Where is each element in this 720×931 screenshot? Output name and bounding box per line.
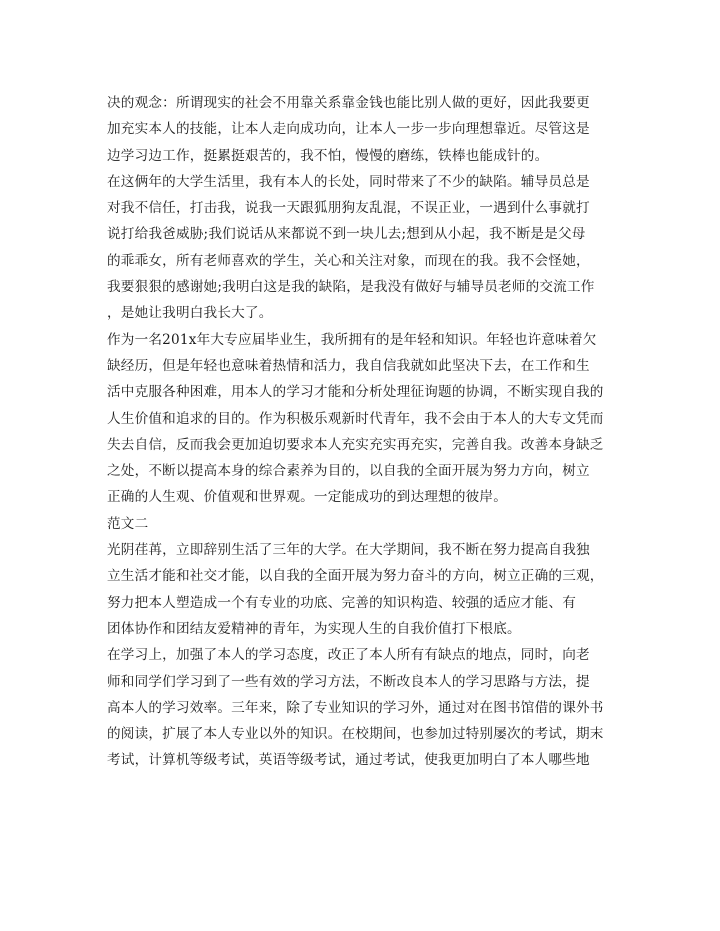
text-line: 光阴荏苒，立即辞别生活了三年的大学。在大学期间，我不断在努力提高自我独 (107, 542, 590, 559)
text-line: 高本人的学习效率。三年来，除了专业知识的学习外，通过对在图书馆借的课外书 (107, 699, 604, 716)
text-line: 作为一名201x年大专应届毕业生，我所拥有的是年轻和知识。年轻也许意味着欠 (107, 331, 597, 348)
text-line: 之处，不断以提高本身的综合素养为目的，以自我的全面开展为努力方向，树立 (107, 463, 590, 480)
text-line: 加充实本人的技能，让本人走向成功向，让本人一步一步向理想靠近。尽管这是 (107, 121, 590, 138)
text-line: 对我不信任，打击我，说我一天跟狐朋狗友乱混，不误正业，一遇到什么事就打 (107, 200, 590, 217)
text-line: 决的观念：所谓现实的社会不用靠关系靠金钱也能比别人做的更好，因此我要更 (107, 95, 590, 111)
text-line: 的阅读，扩展了本人专业以外的知识。在校期间，也参加过特别屡次的考试，期末 (107, 726, 604, 743)
text-line: 努力把本人塑造成一个有专业的功底、完善的知识构造、较强的适应才能、有 (107, 594, 576, 611)
text-line: 的乖乖女，所有老师喜欢的学生，关心和关注对象，而现在的我。我不会怪她， (107, 252, 590, 269)
text-line: 我要狠狠的感谢她;我明白这是我的缺陷，是我没有做好与辅导员老师的交流工作 (107, 279, 595, 296)
document-body (107, 90, 612, 774)
text-line: 立生活才能和社交才能，以自我的全面开展为努力奋斗的方向，树立正确的三观， (107, 568, 604, 585)
text-line: ，是她让我明白我长大了。 (107, 305, 273, 322)
text-line: 活中克服各种困难，用本人的学习才能和分析处理征询题的协调，不断实现自我的 (107, 384, 604, 401)
text-line: 失去自信，反而我会更加迫切要求本人充实充实再充实，完善自我。改善本身缺乏 (107, 436, 604, 453)
text-line: 在学习上，加强了本人的学习态度，改正了本人所有有缺点的地点，同时，向老 (107, 647, 590, 664)
text-line: 人生价值和追求的目的。作为积极乐观新时代青年，我不会由于本人的大专文凭而 (107, 410, 604, 427)
text-line: 团体协作和团结友爱精神的青年，为实现人生的自我价值打下根底。 (107, 620, 521, 637)
text-line: 缺经历，但是年轻也意味着热情和活力，我自信我就如此坚决下去，在工作和生 (107, 357, 590, 374)
text-line: 师和同学们学习到了一些有效的学习方法，不断改良本人的学习思路与方法，提 (107, 673, 590, 690)
text-line: 考试，计算机等级考试，英语等级考试，通过考试，使我更加明白了本人哪些地 (107, 752, 590, 769)
section-heading: 范文二 (107, 515, 149, 532)
text-line: 正确的人生观、价值观和世界观。一定能成功的到达理想的彼岸。 (107, 489, 508, 506)
text-line: 说打给我爸威胁;我们说话从来都说不到一块儿去;想到从小起，我不断是是父母 (107, 226, 586, 243)
text-line: 在这俩年的大学生活里，我有本人的长处，同时带来了不少的缺陷。辅导员总是 (107, 173, 590, 190)
text-line: 边学习边工作，挺累挺艰苦的，我不怕，慢慢的磨练，铁棒也能成针的。 (107, 147, 549, 164)
